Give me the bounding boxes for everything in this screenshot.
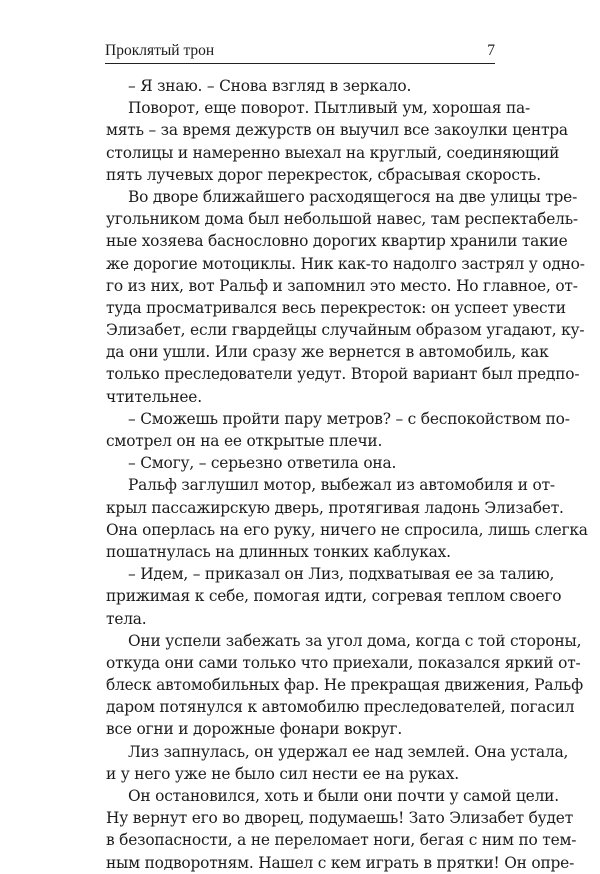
text-line: все огни и дорожные фонари вокруг. <box>106 720 403 739</box>
text-line: блеск автомобильных фар. Не прекращая движения, Ральф <box>106 676 583 695</box>
text-line: мять – за время дежурств он выучил все закоулки центра <box>106 121 568 140</box>
text-line: и у него уже не было сил нести ее на руках. <box>106 764 459 783</box>
text-line: чтительнее. <box>106 387 202 406</box>
text-line: – Идем, – приказал он Лиз, подхватывая ее за талию, <box>128 565 555 584</box>
text-line: Ральф заглушил мотор, выбежал из автомобиля и от- <box>128 476 555 495</box>
text-line: Лиз запнулась, он удержал ее над землей. Она устала, <box>128 742 569 761</box>
text-line: Они успели забежать за угол дома, когда с той стороны, <box>128 631 582 650</box>
text-line: откуда они сами только что приехали, показался яркий от- <box>106 653 581 672</box>
text-line: же дорогие мотоциклы. Ник как-то надолго застрял у одно- <box>106 254 585 273</box>
text-line: Он остановился, хоть и были они почти у самой цели. <box>128 787 559 805</box>
text-line: – Я знаю. – Снова взгляд в зеркало. <box>128 77 412 95</box>
text-line: ные хозяева баснословно дорогих квартир хранили такие <box>106 232 568 251</box>
text-line: пять лучевых дорог перекресток, сбрасывая скорость. <box>106 165 541 184</box>
text-line: Ну вернут его во дворец, подумаешь! Зато Элизабет будет <box>106 809 574 828</box>
text-line: го из них, вот Ральф и запомнил это место. Но главное, от- <box>106 276 578 295</box>
running-head <box>105 38 495 64</box>
text-line: даром потянулся к автомобилю преследователей, погасил <box>106 698 575 717</box>
text-line: угольником дома был небольшой навес, там респектабель- <box>106 210 578 229</box>
page-number: 7 <box>487 42 495 59</box>
book-title: Проклятый трон <box>105 42 215 59</box>
text-line: ным подворотням. Нашел с кем играть в прятки! Он опре- <box>106 853 575 872</box>
text-line: прижимая к себе, помогая идти, согревая теплом своего <box>106 587 562 606</box>
body-text <box>106 75 588 874</box>
text-line: Элизабет, если гвардейцы случайным образом угадают, ку- <box>106 321 585 340</box>
text-line: только преследователи уедут. Второй вариант был предпо- <box>106 365 580 384</box>
text-line: Во дворе ближайшего расходящегося на две улицы тре- <box>128 187 578 206</box>
text-line: Она оперлась на его руку, ничего не спросила, лишь слегка <box>106 520 588 539</box>
text-line: пошатнулась на длинных тонких каблуках. <box>106 542 451 561</box>
text-line: смотрел он на ее открытые плечи. <box>106 432 383 450</box>
text-line: крыл пассажирскую дверь, протягивая ладонь Элизабет. <box>106 498 564 517</box>
text-line: – Смогу, – серьезно ответила она. <box>128 454 397 473</box>
text-line: тела. <box>106 609 147 628</box>
text-line: туда просматривался весь перекресток: он успеет увести <box>106 298 566 317</box>
text-line: столицы и намеренно выехал на круглый, соединяющий <box>106 143 560 162</box>
text-line: – Сможешь пройти пару метров? – с беспокойством по- <box>128 409 570 428</box>
text-line: в безопасности, а не переломает ноги, бегая с ним по тем- <box>106 831 577 850</box>
text-line: Поворот, еще поворот. Пытливый ум, хорошая па- <box>128 99 531 118</box>
text-line: да они ушли. Или сразу же вернется в автомобиль, как <box>106 343 549 362</box>
